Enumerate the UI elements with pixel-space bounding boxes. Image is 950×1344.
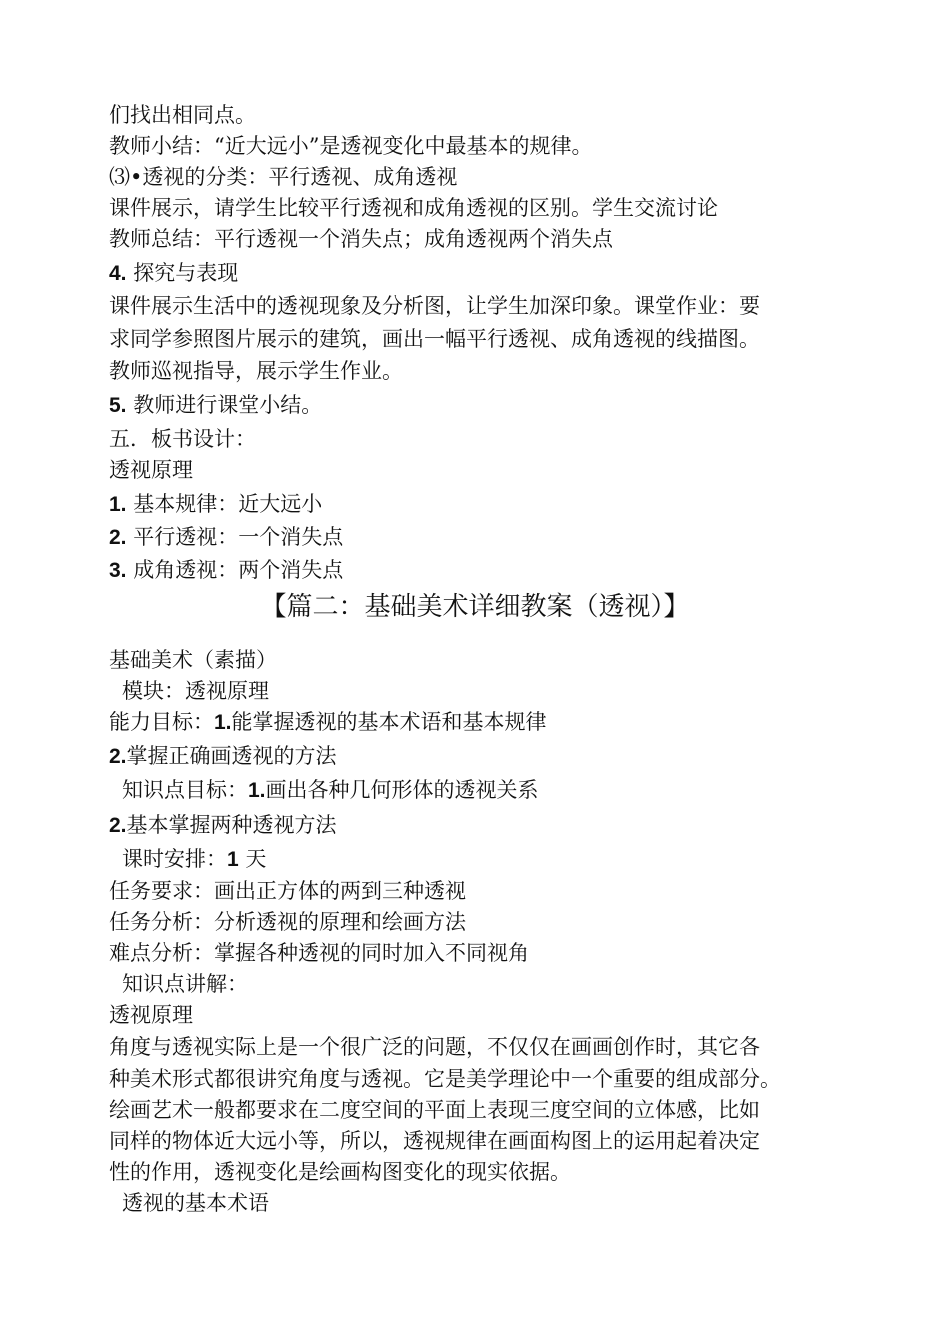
- text-line: 能力目标：1.能掌握透视的基本术语和基本规律: [109, 710, 547, 734]
- list-item: 2. 平行透视：一个消失点: [109, 525, 344, 549]
- paragraph-line: 性的作用，透视变化是绘画构图变化的现实依据。: [109, 1160, 571, 1184]
- text-line: 透视的基本术语: [122, 1191, 269, 1215]
- list-item: 1. 基本规律：近大远小: [109, 492, 323, 516]
- text-line: 透视原理: [109, 1003, 193, 1027]
- paragraph-line: 同样的物体近大远小等，所以，透视规律在画面构图上的运用起着决定: [109, 1129, 760, 1153]
- numbered-heading: 5. 教师进行课堂小结。: [109, 393, 323, 417]
- text-line: 透视原理: [109, 458, 193, 482]
- text-line: 教师总结：平行透视一个消失点；成角透视两个消失点: [109, 227, 613, 251]
- text-line: 知识点目标：1.画出各种几何形体的透视关系: [122, 778, 539, 802]
- text-line: 基础美术（素描）: [109, 648, 277, 672]
- text-line: 教师小结：“近大远小”是透视变化中最基本的规律。: [109, 134, 593, 158]
- text-line: 五．板书设计：: [109, 427, 256, 451]
- paragraph-line: 种美术形式都很讲究角度与透视。它是美学理论中一个重要的组成部分。: [109, 1067, 781, 1091]
- text-line: 课时安排：1 天: [122, 847, 267, 871]
- section-title: 【篇二：基础美术详细教案（透视）】: [260, 592, 690, 622]
- text-line: 2.基本掌握两种透视方法: [109, 813, 337, 837]
- paragraph-line: 绘画艺术一般都要求在二度空间的平面上表现三度空间的立体感，比如: [109, 1098, 760, 1122]
- text-line: 课件展示生活中的透视现象及分析图，让学生加深印象。课堂作业：要: [109, 294, 760, 318]
- text-line: 课件展示，请学生比较平行透视和成角透视的区别。学生交流讨论: [109, 196, 718, 220]
- text-line: 任务分析：分析透视的原理和绘画方法: [109, 910, 466, 934]
- text-line: 知识点讲解：: [122, 972, 248, 996]
- text-line: 教师巡视指导，展示学生作业。: [109, 359, 403, 383]
- paragraph-line: 角度与透视实际上是一个很广泛的问题，不仅仅在画画创作时，其它各: [109, 1035, 760, 1059]
- numbered-heading: 4. 探究与表现: [109, 261, 239, 285]
- text-line: 2.掌握正确画透视的方法: [109, 744, 337, 768]
- list-item: 3. 成角透视：两个消失点: [109, 558, 344, 582]
- text-line: 任务要求：画出正方体的两到三种透视: [109, 879, 466, 903]
- text-line: 求同学参照图片展示的建筑，画出一幅平行透视、成角透视的线描图。: [109, 327, 760, 351]
- text-line: 模块：透视原理: [122, 679, 269, 703]
- text-line: ⑶•透视的分类：平行透视、成角透视: [109, 165, 458, 189]
- text-line: 难点分析：掌握各种透视的同时加入不同视角: [109, 941, 529, 965]
- text-line: 们找出相同点。: [109, 103, 256, 127]
